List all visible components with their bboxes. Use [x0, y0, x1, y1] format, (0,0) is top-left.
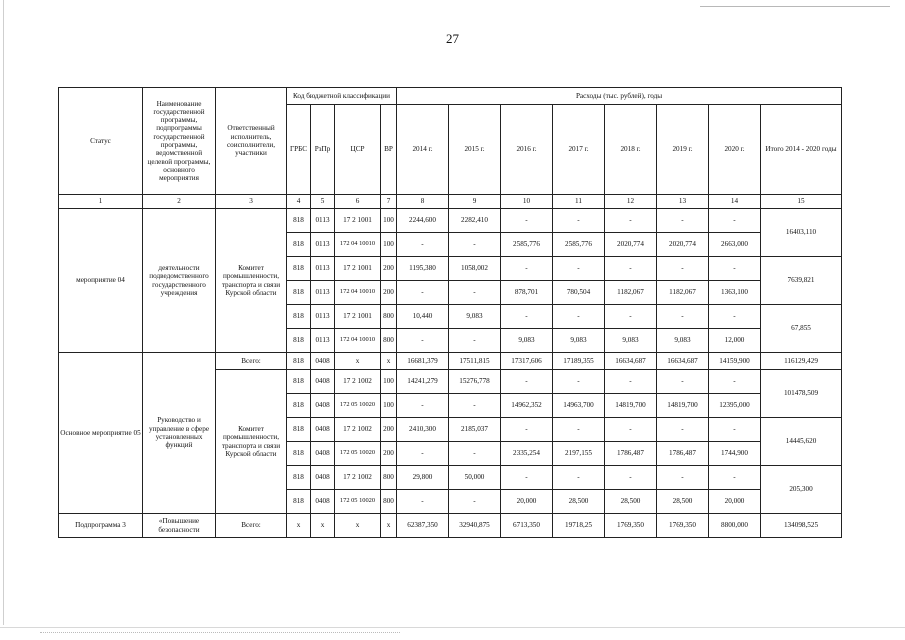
- vr-cell: 800: [381, 329, 397, 353]
- total-value-cell: 14159,900: [709, 353, 761, 370]
- expense-cell: 12395,000: [709, 394, 761, 418]
- grbs-cell: 818: [287, 257, 311, 281]
- expense-cell: -: [501, 370, 553, 394]
- header-rzpr: РзПр: [311, 105, 335, 195]
- expense-cell: 2410,300: [397, 418, 449, 442]
- expense-cell: 1182,067: [657, 281, 709, 305]
- column-number-cell: 9: [449, 195, 501, 209]
- column-number-cell: 4: [287, 195, 311, 209]
- grbs-cell: 818: [287, 490, 311, 514]
- column-number-cell: 13: [657, 195, 709, 209]
- total-value-cell: x: [287, 514, 311, 538]
- csr-cell: 172 04 10010: [335, 281, 381, 305]
- expense-cell: -: [449, 329, 501, 353]
- grbs-cell: 818: [287, 442, 311, 466]
- expense-cell: 14819,700: [605, 394, 657, 418]
- status-cell: Подпрограмма 3: [59, 514, 143, 538]
- column-number-cell: 12: [605, 195, 657, 209]
- name-cell: Руководство и управление в сфере установленных функций: [143, 353, 216, 514]
- rzpr-cell: 0113: [311, 233, 335, 257]
- expense-cell: -: [397, 281, 449, 305]
- header-vr: ВР: [381, 105, 397, 195]
- total-value-cell: 0408: [311, 353, 335, 370]
- row-total-cell: 7639,821: [761, 257, 842, 305]
- expense-cell: 1182,067: [605, 281, 657, 305]
- grbs-cell: 818: [287, 394, 311, 418]
- expense-cell: 28,500: [553, 490, 605, 514]
- expense-cell: 20,000: [709, 490, 761, 514]
- header-year: 2017 г.: [553, 105, 605, 195]
- total-value-cell: 134098,525: [761, 514, 842, 538]
- grbs-cell: 818: [287, 466, 311, 490]
- expense-cell: -: [709, 418, 761, 442]
- expense-cell: -: [501, 305, 553, 329]
- grbs-cell: 818: [287, 281, 311, 305]
- rzpr-cell: 0113: [311, 305, 335, 329]
- csr-cell: 172 05 10020: [335, 394, 381, 418]
- vr-cell: 200: [381, 281, 397, 305]
- expense-cell: 15276,778: [449, 370, 501, 394]
- expense-cell: -: [397, 490, 449, 514]
- header-name: Наименование государственной программы, подпрограммы государственной программы, ведомственной целевой программы, основного мероприятия: [143, 88, 216, 195]
- total-value-cell: x: [311, 514, 335, 538]
- expense-cell: 14241,279: [397, 370, 449, 394]
- expense-cell: -: [709, 209, 761, 233]
- expense-cell: -: [605, 257, 657, 281]
- expense-cell: 9,083: [501, 329, 553, 353]
- rzpr-cell: 0408: [311, 466, 335, 490]
- expense-cell: -: [657, 209, 709, 233]
- csr-cell: 172 05 10020: [335, 490, 381, 514]
- rzpr-cell: 0113: [311, 281, 335, 305]
- expense-cell: -: [553, 466, 605, 490]
- expense-cell: 14962,352: [501, 394, 553, 418]
- expense-cell: 1786,487: [605, 442, 657, 466]
- expense-cell: 29,800: [397, 466, 449, 490]
- expense-cell: 1058,002: [449, 257, 501, 281]
- expense-cell: 2335,254: [501, 442, 553, 466]
- expense-cell: 9,083: [605, 329, 657, 353]
- expense-cell: -: [657, 466, 709, 490]
- block-total-row: [59, 514, 842, 538]
- rzpr-cell: 0408: [311, 394, 335, 418]
- expense-cell: 1195,380: [397, 257, 449, 281]
- csr-cell: 17 2 1001: [335, 305, 381, 329]
- expense-cell: -: [501, 466, 553, 490]
- column-number-cell: 6: [335, 195, 381, 209]
- expense-cell: -: [553, 418, 605, 442]
- vr-cell: 100: [381, 233, 397, 257]
- vr-cell: 800: [381, 305, 397, 329]
- column-number-cell: 7: [381, 195, 397, 209]
- column-number-cell: 14: [709, 195, 761, 209]
- expense-cell: -: [397, 394, 449, 418]
- vr-cell: 200: [381, 257, 397, 281]
- expense-cell: -: [657, 370, 709, 394]
- header-year: 2018 г.: [605, 105, 657, 195]
- total-value-cell: 17511,815: [449, 353, 501, 370]
- total-value-cell: 17189,355: [553, 353, 605, 370]
- csr-cell: 17 2 1001: [335, 257, 381, 281]
- rzpr-cell: 0113: [311, 329, 335, 353]
- expense-cell: 9,083: [657, 329, 709, 353]
- expense-cell: -: [709, 370, 761, 394]
- expense-cell: 14963,700: [553, 394, 605, 418]
- expense-cell: -: [605, 466, 657, 490]
- total-value-cell: x: [381, 514, 397, 538]
- expense-cell: 1744,900: [709, 442, 761, 466]
- expense-cell: 14819,700: [657, 394, 709, 418]
- expense-cell: 9,083: [449, 305, 501, 329]
- vr-cell: 200: [381, 418, 397, 442]
- expense-cell: -: [501, 418, 553, 442]
- csr-cell: 17 2 1001: [335, 209, 381, 233]
- total-value-cell: 116129,429: [761, 353, 842, 370]
- expense-cell: 2020,774: [657, 233, 709, 257]
- scan-bottom-line: [0, 627, 905, 628]
- expense-cell: 2244,600: [397, 209, 449, 233]
- grbs-cell: 818: [287, 418, 311, 442]
- row-total-cell: 101478,509: [761, 370, 842, 418]
- expense-cell: -: [709, 257, 761, 281]
- scan-left-edge: [3, 0, 4, 625]
- expense-cell: 1363,100: [709, 281, 761, 305]
- rzpr-cell: 0408: [311, 370, 335, 394]
- expense-cell: 2585,776: [501, 233, 553, 257]
- total-value-cell: 6713,350: [501, 514, 553, 538]
- expense-cell: 12,000: [709, 329, 761, 353]
- header-year: 2016 г.: [501, 105, 553, 195]
- header-row-1: [59, 88, 842, 105]
- expense-cell: -: [397, 442, 449, 466]
- csr-cell: 172 05 10020: [335, 442, 381, 466]
- scan-top-line: [700, 6, 890, 7]
- expense-cell: -: [553, 257, 605, 281]
- expense-cell: -: [501, 257, 553, 281]
- row-total-cell: 67,855: [761, 305, 842, 353]
- header-grbs: ГРБС: [287, 105, 311, 195]
- header-status: Статус: [59, 88, 143, 195]
- total-value-cell: 818: [287, 353, 311, 370]
- block-total-row: [59, 353, 842, 370]
- expense-cell: 780,504: [553, 281, 605, 305]
- total-value-cell: x: [335, 514, 381, 538]
- header-executor: Ответственный исполнитель, соисполнители, участники: [216, 88, 287, 195]
- status-cell: Основное мероприятие 05: [59, 353, 143, 514]
- total-label-cell: Всего:: [216, 514, 287, 538]
- expense-cell: -: [657, 257, 709, 281]
- total-value-cell: 8800,000: [709, 514, 761, 538]
- rzpr-cell: 0113: [311, 257, 335, 281]
- vr-cell: 100: [381, 370, 397, 394]
- expense-cell: -: [449, 281, 501, 305]
- expense-cell: 28,500: [605, 490, 657, 514]
- expense-cell: -: [449, 490, 501, 514]
- total-value-cell: 16681,379: [397, 353, 449, 370]
- column-number-cell: 8: [397, 195, 449, 209]
- expense-cell: -: [605, 305, 657, 329]
- row-total-cell: 205,300: [761, 466, 842, 514]
- expense-cell: -: [501, 209, 553, 233]
- name-cell: деятельности подведомственного государственного учреждения: [143, 209, 216, 353]
- total-value-cell: 62387,350: [397, 514, 449, 538]
- column-number-cell: 1: [59, 195, 143, 209]
- total-label-cell: Всего:: [216, 353, 287, 370]
- row-total-cell: 14445,620: [761, 418, 842, 466]
- column-number-cell: 3: [216, 195, 287, 209]
- expense-cell: 2663,000: [709, 233, 761, 257]
- total-value-cell: 1769,350: [605, 514, 657, 538]
- header-csr: ЦСР: [335, 105, 381, 195]
- page-number: 27: [446, 31, 459, 46]
- grbs-cell: 818: [287, 209, 311, 233]
- expense-cell: -: [397, 329, 449, 353]
- header-year: 2019 г.: [657, 105, 709, 195]
- table-body: [59, 88, 842, 538]
- column-number-cell: 5: [311, 195, 335, 209]
- expense-cell: 10,440: [397, 305, 449, 329]
- header-year: 2015 г.: [449, 105, 501, 195]
- executor-cell: Комитет промышленности, транспорта и связи Курской области: [216, 370, 287, 514]
- table-row: [59, 209, 842, 233]
- csr-cell: 17 2 1002: [335, 370, 381, 394]
- column-number-row: [59, 195, 842, 209]
- csr-cell: 172 04 10010: [335, 233, 381, 257]
- expense-cell: -: [553, 370, 605, 394]
- expense-cell: -: [709, 466, 761, 490]
- header-total: Итого 2014 - 2020 годы: [761, 105, 842, 195]
- expense-cell: -: [397, 233, 449, 257]
- expense-cell: 2185,037: [449, 418, 501, 442]
- expense-cell: 1786,487: [657, 442, 709, 466]
- csr-cell: 17 2 1002: [335, 418, 381, 442]
- column-number-cell: 2: [143, 195, 216, 209]
- header-year: 2014 г.: [397, 105, 449, 195]
- grbs-cell: 818: [287, 233, 311, 257]
- header-year: 2020 г.: [709, 105, 761, 195]
- rzpr-cell: 0408: [311, 442, 335, 466]
- expense-cell: 2197,155: [553, 442, 605, 466]
- column-number-cell: 10: [501, 195, 553, 209]
- expense-cell: -: [605, 418, 657, 442]
- expense-cell: -: [657, 418, 709, 442]
- rzpr-cell: 0408: [311, 490, 335, 514]
- expense-cell: -: [553, 305, 605, 329]
- row-total-cell: 16403,110: [761, 209, 842, 257]
- total-value-cell: 32940,875: [449, 514, 501, 538]
- executor-cell: Комитет промышленности, транспорта и связи Курской области: [216, 209, 287, 353]
- column-number-cell: 11: [553, 195, 605, 209]
- expense-cell: -: [449, 442, 501, 466]
- scan-bottom-dots: [40, 632, 400, 634]
- expense-cell: 878,701: [501, 281, 553, 305]
- header-expenses: Расходы (тыс. рублей), годы: [397, 88, 842, 105]
- expense-cell: 2020,774: [605, 233, 657, 257]
- expense-cell: -: [553, 209, 605, 233]
- vr-cell: 100: [381, 209, 397, 233]
- expense-cell: -: [449, 233, 501, 257]
- vr-cell: 100: [381, 394, 397, 418]
- total-value-cell: 1769,350: [657, 514, 709, 538]
- total-value-cell: 19718,25: [553, 514, 605, 538]
- total-value-cell: x: [381, 353, 397, 370]
- expense-cell: -: [449, 394, 501, 418]
- expense-cell: 50,000: [449, 466, 501, 490]
- expense-cell: 2282,410: [449, 209, 501, 233]
- total-value-cell: 16634,687: [605, 353, 657, 370]
- header-budget-code: Код бюджетной классификации: [287, 88, 397, 105]
- status-cell: мероприятие 04: [59, 209, 143, 353]
- vr-cell: 800: [381, 490, 397, 514]
- expense-cell: 9,083: [553, 329, 605, 353]
- rzpr-cell: 0113: [311, 209, 335, 233]
- grbs-cell: 818: [287, 329, 311, 353]
- budget-table: [58, 87, 842, 538]
- vr-cell: 200: [381, 442, 397, 466]
- expense-cell: 2585,776: [553, 233, 605, 257]
- expense-cell: -: [709, 305, 761, 329]
- name-cell: «Повышение безопасности: [143, 514, 216, 538]
- column-number-cell: 15: [761, 195, 842, 209]
- expense-cell: 28,500: [657, 490, 709, 514]
- csr-cell: 17 2 1002: [335, 466, 381, 490]
- expense-cell: -: [605, 209, 657, 233]
- csr-cell: 172 04 10010: [335, 329, 381, 353]
- expense-cell: -: [605, 370, 657, 394]
- expense-cell: -: [657, 305, 709, 329]
- total-value-cell: 17317,606: [501, 353, 553, 370]
- rzpr-cell: 0408: [311, 418, 335, 442]
- vr-cell: 800: [381, 466, 397, 490]
- expense-cell: 20,000: [501, 490, 553, 514]
- grbs-cell: 818: [287, 305, 311, 329]
- grbs-cell: 818: [287, 370, 311, 394]
- total-value-cell: 16634,687: [657, 353, 709, 370]
- total-value-cell: x: [335, 353, 381, 370]
